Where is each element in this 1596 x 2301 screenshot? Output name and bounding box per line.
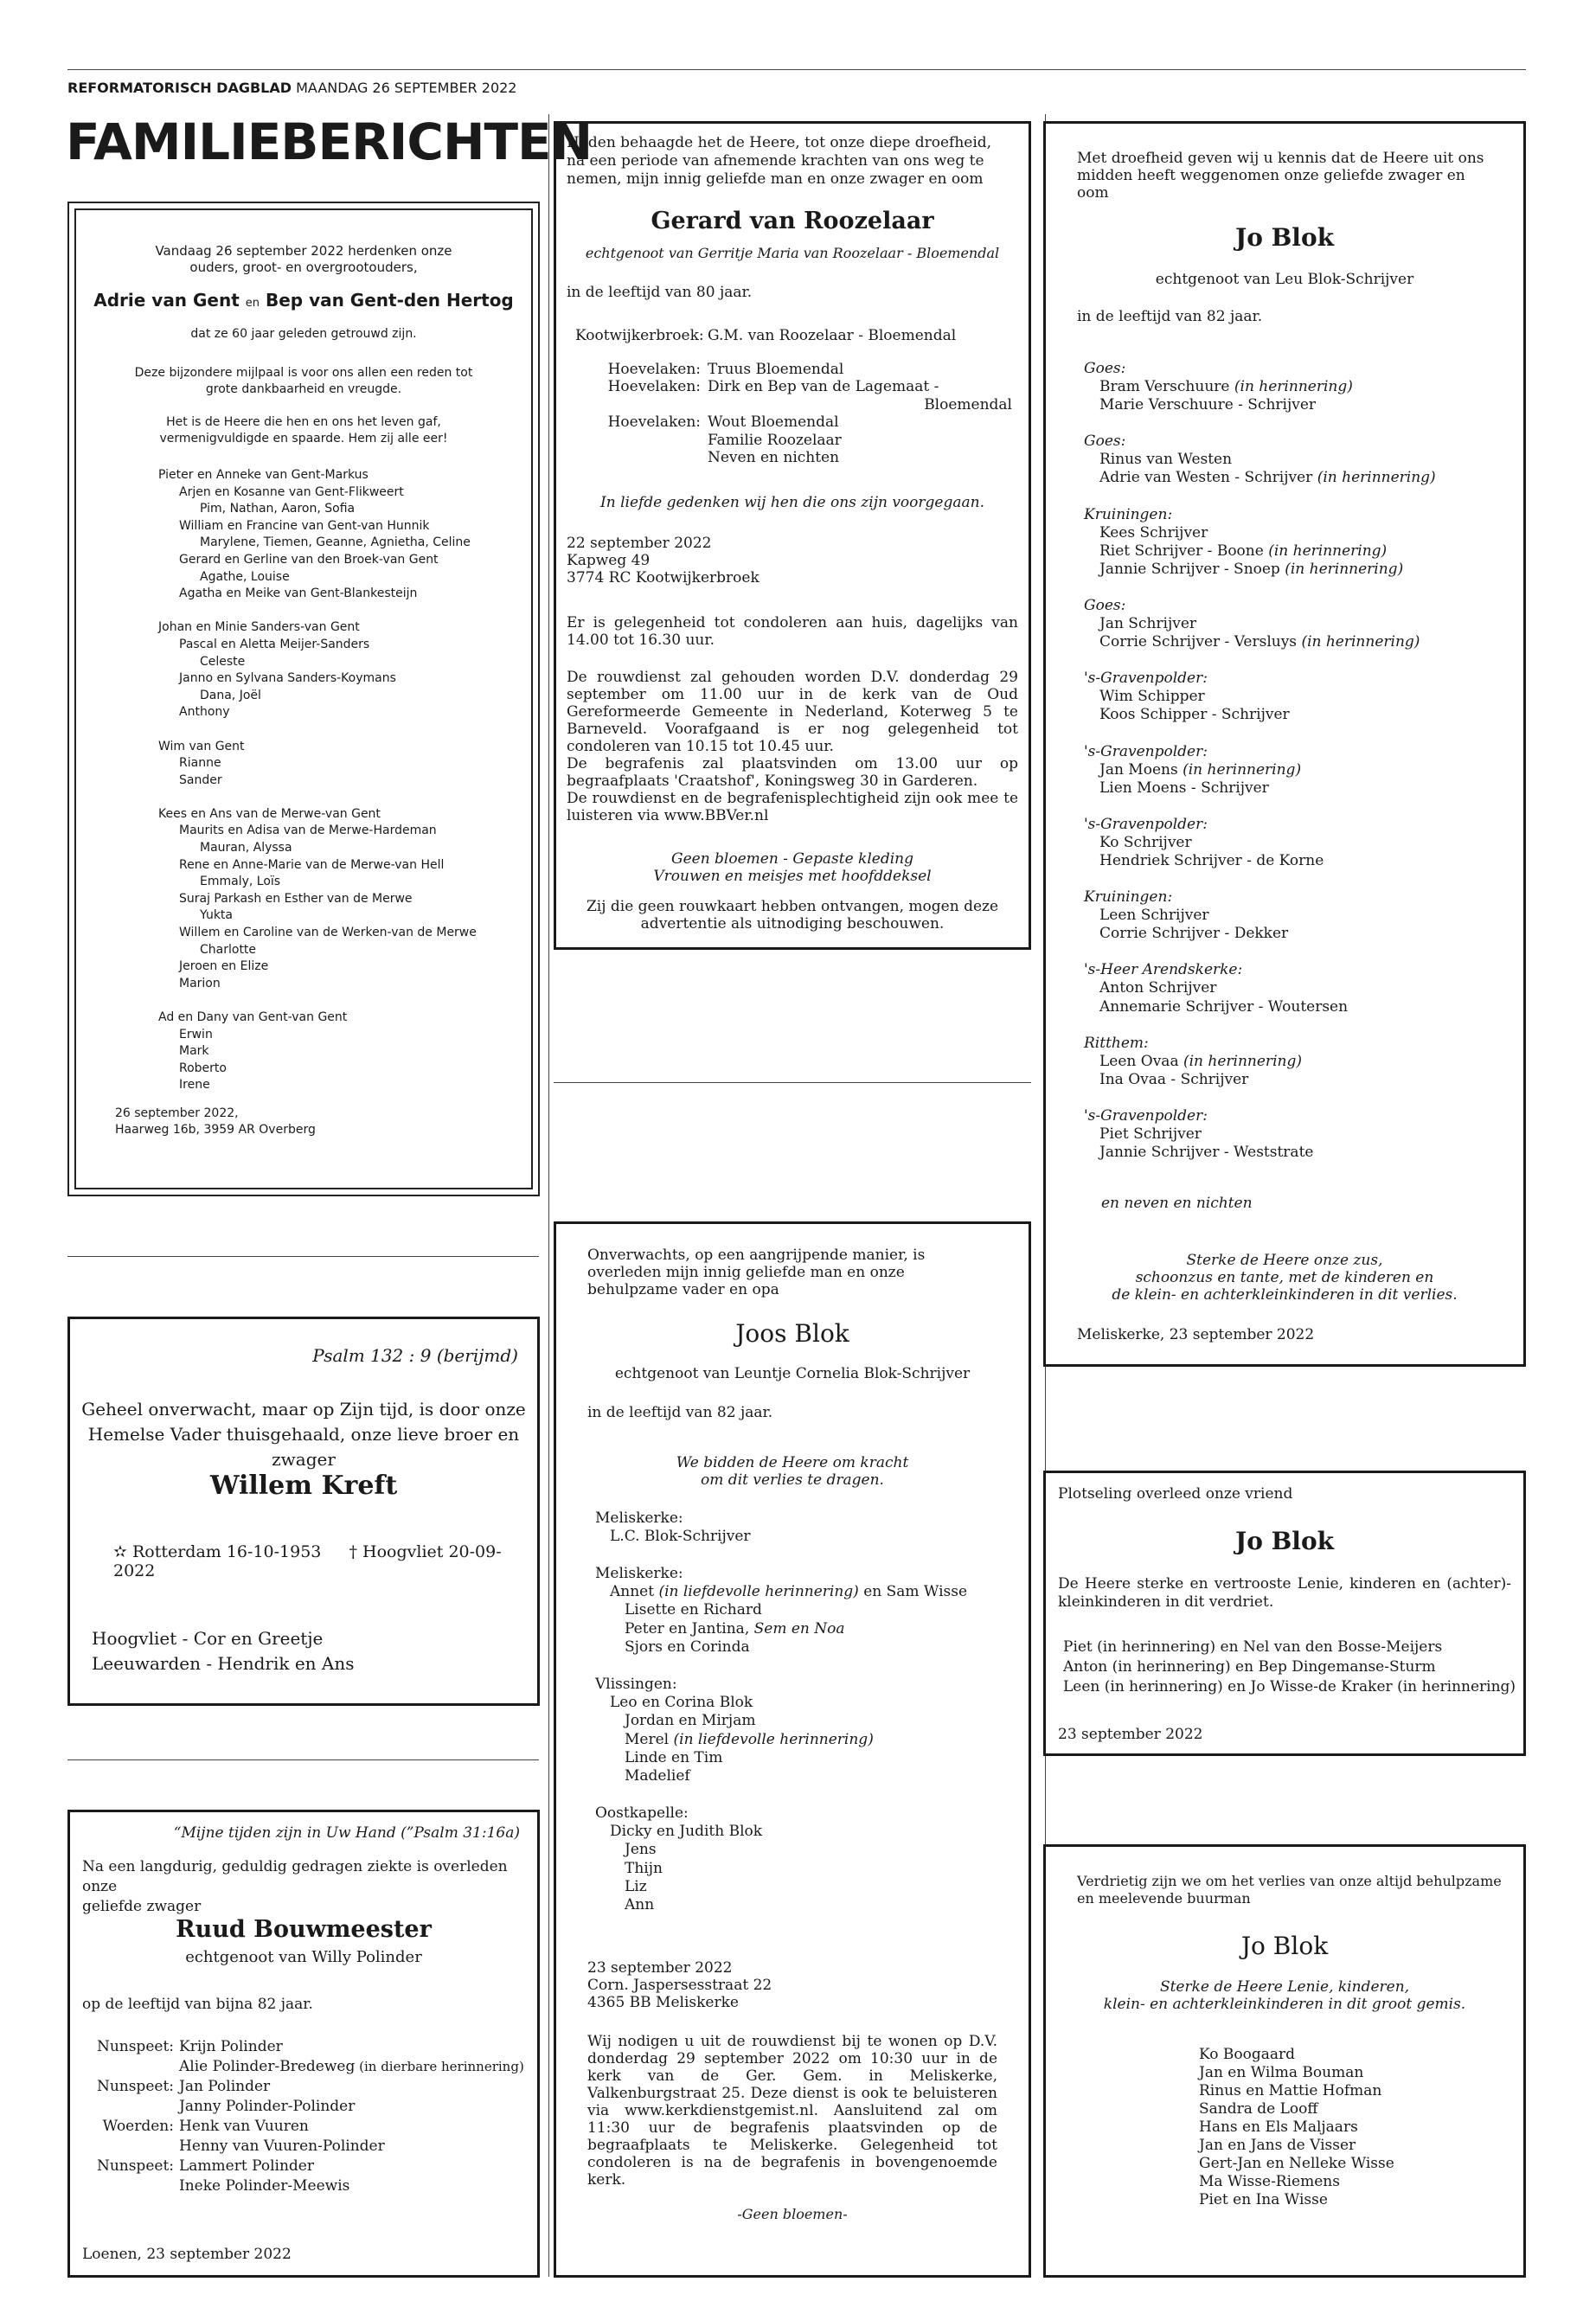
family-line <box>595 1583 967 1601</box>
family-name: Adrie van Westen - Schrijver <box>1099 469 1317 487</box>
neighbour-name: Rinus en Mattie Hofman <box>1199 2082 1382 2099</box>
family-name: Krijn Polinder <box>179 2038 283 2055</box>
family-line: Mauran, Alyssa <box>200 841 292 856</box>
family-name: Meliskerke: <box>595 1564 683 1582</box>
family-line <box>595 1731 967 1749</box>
family-row <box>575 396 1012 414</box>
family-name: Jan Moens <box>1099 760 1183 779</box>
family-list <box>575 327 1012 467</box>
family-place: Hoevelaken: <box>607 360 701 378</box>
family-line <box>1084 378 1436 396</box>
obituary-jo-blok-neighbours: Verdrietig zijn we om het verlies van onze altijd behulpzame en meelevende buurman Jo Blok Sterke de Heere Lenie, kinderen, klein- en achterkleinkinderen in dit groot gemis. Ko Boogaard Jan en Wilma Bouman Rinus en Mattie Hofman Sandra de Looff Hans en Els Maljaars Jan en Jans de Visser Gert-Jan en Nelleke Wisse Ma Wisse-Riemens Piet en Ina Wisse <box>1043 1844 1526 2278</box>
family-name: Dicky en Judith Blok <box>610 1823 763 1841</box>
family-line <box>595 1547 967 1565</box>
family-name: Leo en Corina Blok <box>610 1693 753 1711</box>
masthead <box>67 80 516 96</box>
flowers-note: -Geen bloemen- <box>737 2206 848 2222</box>
family-line <box>1084 524 1436 542</box>
footer-date: Meliskerke, 23 september 2022 <box>1077 1326 1315 1343</box>
age-line: in de leeftijd van 80 jaar. <box>567 284 753 301</box>
family-place <box>575 396 708 414</box>
family-name: Jan Polinder <box>179 2078 271 2095</box>
separator <box>554 1082 1031 1083</box>
family-name: Jens <box>625 1841 657 1859</box>
family-row <box>575 378 1012 396</box>
signatory: Anton (in herinnering) en Bep Dingemanse-Sturm <box>1063 1658 1436 1676</box>
neighbour-name: Ma Wisse-Riemens <box>1199 2173 1340 2190</box>
intro-text: Met droefheid geven wij u kennis dat de Heere uit ons midden heeft weggenomen onze geliefde zwager en oom <box>1077 150 1484 202</box>
family-line <box>595 1620 967 1638</box>
date: 22 september 2022 <box>567 535 712 552</box>
family-line <box>1084 779 1436 798</box>
family-row <box>575 432 1012 450</box>
family-place: Nunspeet: <box>96 2078 174 2095</box>
family-place: 's-Heer Arendskerke: <box>1084 961 1243 979</box>
quote: “Mijne tijden zijn in Uw Hand (”Psalm 31:16a) <box>173 1824 520 1842</box>
family-row <box>87 2097 524 2117</box>
family-row <box>87 2137 524 2157</box>
family-name: Jannie Schrijver - Snoep <box>1099 560 1285 578</box>
family-line <box>595 1896 967 1914</box>
family-line <box>1084 925 1436 943</box>
family-line <box>1084 979 1436 997</box>
family-place: Goes: <box>1084 596 1126 614</box>
address-line: 4365 BB Meliskerke <box>587 1994 739 2011</box>
family-group <box>1084 670 1436 724</box>
family-children: Sem en Noa <box>753 1619 845 1638</box>
spouse-line: echtgenoot van Leuntje Cornelia Blok-Schrijver <box>614 1365 971 1382</box>
family-line: Willem en Caroline van de Werken-van de Merwe <box>179 926 477 940</box>
family-line <box>1084 542 1436 561</box>
family-place: Kruiningen: <box>1084 505 1173 523</box>
listen-text: De rouwdienst en de begrafenisplechtigheid zijn ook mee te luisteren via www.BBVer.nl <box>567 790 1018 824</box>
family-line: Yukta <box>200 908 233 923</box>
family-name: Lammert Polinder <box>179 2157 314 2175</box>
family-name <box>595 1657 599 1674</box>
family-place: 's-Gravenpolder: <box>1084 815 1208 833</box>
family-line <box>595 1860 967 1878</box>
family-name: Marie Verschuure - Schrijver <box>1099 396 1317 414</box>
family-row <box>87 2037 524 2057</box>
family-group <box>1084 961 1436 1016</box>
family-place: Hoevelaken: <box>607 413 701 431</box>
family-name: Bram Verschuure <box>1099 378 1234 396</box>
family-name: Annet <box>610 1583 659 1601</box>
family-line: William en Francine van Gent-van Hunnik <box>179 518 430 533</box>
family-name: Peter en Jantina, <box>625 1619 754 1638</box>
family-line: Marylene, Tiemen, Geanne, Agnietha, Celine <box>200 535 471 550</box>
married-line: dat ze 60 jaar geleden getrouwd zijn. <box>190 327 417 341</box>
obituary-jo-blok-family: Met droefheid geven wij u kennis dat de Heere uit ons midden heeft weggenomen onze geliefde zwager en oom Jo Blok echtgenoot van Leu Blok-Schrijver in de leeftijd van 82 jaar. Goes: Bram Verschuure (in herinnering) Marie Verschuure - Schrijver Goes: Rinus van Westen Adrie van Westen - Schrijver (in herinnering) Kruiningen: Kees Schrijver Riet Schrijver - Boone (in herinnering) Jannie Schrijver - Snoep (in herinnering) Goes: Jan Schrijver Corrie Schrijver - Versluys (in herinnering) 's-Gravenpolder: Wim Schipper Koos Schipper - Schrijver 's-Gravenpolder: Jan Moens (in herinnering) Lien Moens - Schrijver 's-Gravenpolder: Ko Schrijver Hendriek Schrijver - de Korne Kruiningen: Leen Schrijver Corrie Schrijver - Dekker 's-Heer Arendskerke: Anton Schrijver Annemarie Schrijver - Woutersen Ritthem: Leen Ovaa (in herinnering) Ina Ovaa - Schrijver 's-Gravenpolder: Piet Schrijver Jannie Schrijver - Weststrate en neven en nichten Sterke de Heere onze zus, schoonzus en tante, met de kinderen en de klein- en achterkleinkinderen in dit verlies. Meliskerke, 23 september 2022 <box>1043 121 1526 1367</box>
family-line: Irene <box>179 1078 210 1093</box>
neighbour-name: Hans en Els Maljaars <box>1199 2118 1358 2136</box>
nephews-line: en neven en nichten <box>1101 1195 1253 1212</box>
neighbour-name: Ko Boogaard <box>1199 2046 1296 2063</box>
family-row <box>575 327 1012 345</box>
remembrance-line: In liefde gedenken wij hen die ons zijn voorgegaan. <box>600 494 984 511</box>
deceased-name: Jo Blok <box>1234 1527 1335 1555</box>
separator <box>67 1759 539 1760</box>
neighbour-name: Sandra de Looff <box>1199 2100 1318 2118</box>
family-line <box>158 992 477 1009</box>
family-name: Alie Polinder-Bredeweg <box>179 2058 356 2075</box>
family-name: Dirk en Bep van de Lagemaat - <box>708 378 939 395</box>
family-place: Woerden: <box>102 2118 174 2135</box>
family-place: Goes: <box>1084 433 1126 451</box>
family-place <box>87 2176 179 2196</box>
address-line: Corn. Jaspersesstraat 22 <box>587 1977 772 1994</box>
obituary-roozelaar: Heden behaagde het de Heere, tot onze diepe droefheid, na een periode van afnemende krachten van ons weg te nemen, mijn innig geliefde man en onze zwager en oom Gerard van Roozelaar echtgenoot van Gerritje Maria van Roozelaar - Bloemendal in de leeftijd van 80 jaar. Kootwijkerbroek: G.M. van Roozelaar - Bloemendal Hoevelaken: Truus Bloemendal Hoevelaken: Dirk en Bep van de Lagemaat - Bloemendal Hoevelaken: Wout Bloemendal Familie Roozelaar Neven en nichten In liefde gedenken wij hen die ons zijn voorgegaan. 22 september 2022 Kapweg 49 3774 RC Kootwijkerbroek Er is gelegenheid tot condoleren aan huis, dagelijks van 14.00 tot 16.30 uur. De rouwdienst zal gehouden worden D.V. donderdag 29 september om 11.00 uur in de kerk van de Oud Gereformeerde Gemeente in Nederland, Koterweg 5 te Barneveld. Voorafgaand is er nog gelegenheid tot condoleren van 10.15 tot 10.45 uur. De begrafenis zal plaatsvinden om 13.00 uur op begraafplaats 'Craatshof', Koningsweg 30 in Garderen. De rouwdienst en de begrafenisplechtigheid zijn ook mee te luisteren via www.BBVer.nl Geen bloemen - Gepaste kleding Vrouwen en meisjes met hoofddeksel Zij die geen rouwkaart hebben ontvangen, mogen deze advertentie als uitnodiging beschouwen. <box>554 121 1031 950</box>
family-line: Johan en Minie Sanders-van Gent <box>158 620 360 635</box>
family-list <box>1084 360 1436 1180</box>
family-name: Annemarie Schrijver - Woutersen <box>1099 997 1349 1016</box>
family-group <box>1084 1107 1436 1162</box>
family-place: Kootwijkerbroek: <box>575 327 704 344</box>
family-name: Riet Schrijver - Boone <box>1099 542 1269 560</box>
family-line <box>595 1823 967 1841</box>
family-note: (in herinnering) <box>1183 1052 1302 1070</box>
separator <box>67 1256 539 1257</box>
spouse-line: echtgenoot van Leu Blok-Schrijver <box>1155 271 1414 288</box>
family-note: (in herinnering) <box>1285 560 1404 578</box>
family-note: (in liefdevolle herinnering) <box>673 1730 874 1748</box>
family-name: Ann <box>625 1896 655 1914</box>
date: 23 september 2022 <box>1058 1726 1203 1743</box>
family-place <box>87 2057 179 2077</box>
family-line <box>595 1676 967 1694</box>
family-name: Neven en nichten <box>708 449 840 466</box>
spouse-line: echtgenoot van Willy Polinder <box>185 1948 422 1966</box>
family-row <box>87 2077 524 2097</box>
family-line <box>595 1565 967 1583</box>
family-line: Janno en Sylvana Sanders-Koymans <box>179 671 396 686</box>
family-name: Piet Schrijver <box>1099 1125 1202 1143</box>
family-name: Familie Roozelaar <box>708 431 842 449</box>
deceased-name: Jo Blok <box>1234 223 1335 252</box>
anniversary-ad: Vandaag 26 september 2022 herdenken onze ouders, groot- en overgrootouders, Adrie van Gent en Bep van Gent-den Hertog dat ze 60 jaar geleden getrouwd zijn. Deze bijzondere mijlpaal is voor ons allen een reden tot grote dankbaarheid en vreugde. Het is de Heere die hen en ons het leven gaf, vermenigvuldigde en spaarde. Hem zij alle eer! Pieter en Anneke van Gent-Markus Arjen en Kosanne van Gent-Flikweert Pim, Nathan, Aaron, Sofia William en Francine van Gent-van Hunnik Marylene, Tiemen, Geanne, Agnietha, Celine Gerard en Gerline van den Broek-van Gent Agathe, Louise Agatha en Meike van Gent-Blankesteijn Johan en Minie Sanders-van Gent Pascal en Aletta Meijer-Sanders Celeste Janno en Sylvana Sanders-Koymans Dana, Joël Anthony Wim van Gent Rianne Sander Kees en Ans van de Merwe-van Gent Maurits en Adisa van de Merwe-Hardeman Mauran, Alyssa Rene en Anne-Marie van de Merwe-van Hell Emmaly, Loïs Suraj Parkash en Esther van de Merwe Yukta Willem en Caroline van de Werken-van de Merwe Charlotte Jeroen en Elize Marion Ad en Dany van Gent-van Gent Erwin Mark Roberto Irene 26 september 2022, Haarweg 16b, 3959 AR Overberg <box>67 202 540 1196</box>
family-line: Rene en Anne-Marie van de Merwe-van Hell <box>179 857 445 872</box>
publication-name: REFORMATORISCH DAGBLAD <box>67 80 292 96</box>
family-name: en Sam Wisse <box>858 1583 968 1601</box>
family-place: 's-Gravenpolder: <box>1084 742 1208 760</box>
family-row <box>87 2157 524 2176</box>
family-place <box>575 449 708 467</box>
family-line <box>158 603 477 620</box>
family-place: Nunspeet: <box>96 2038 174 2055</box>
family-line: Sander <box>179 772 222 787</box>
family-name: Jan Schrijver <box>1099 615 1197 633</box>
family-name: Linde en Tim <box>625 1748 723 1766</box>
family-line <box>1084 1053 1436 1071</box>
family-name: Sjors en Corinda <box>625 1638 750 1657</box>
family-line <box>595 1694 967 1712</box>
family-place: Goes: <box>1084 360 1126 377</box>
address-line: Kapweg 49 <box>567 552 651 569</box>
family-note: (in herinnering) <box>1234 378 1353 396</box>
family-row <box>575 449 1012 467</box>
family-place: 's-Gravenpolder: <box>1084 670 1208 688</box>
family-name: Corrie Schrijver - Versluys <box>1099 633 1302 651</box>
family-list <box>87 2037 524 2196</box>
spouse-line: echtgenoot van Gerritje Maria van Roozelaar - Bloemendal <box>585 245 1000 261</box>
family-line <box>595 1841 967 1859</box>
family-name: Wout Bloemendal <box>708 413 839 431</box>
family-group <box>1084 1035 1436 1089</box>
family-name <box>595 1547 599 1564</box>
family-name: Jordan en Mirjam <box>625 1712 756 1730</box>
intro-text: Onverwachts, op een aangrijpende manier, is overleden mijn innig geliefde man en onze behulpzame vader en opa <box>587 1247 926 1298</box>
publication-date: MAANDAG 26 SEPTEMBER 2022 <box>296 80 517 96</box>
deceased-name: Ruud Bouwmeester <box>176 1916 432 1943</box>
family-line <box>1084 834 1436 852</box>
family-name: Ineke Polinder-Meewis <box>179 2177 350 2195</box>
family-name: Madelief <box>625 1767 690 1785</box>
family-name <box>595 1785 599 1803</box>
family-line: Pim, Nathan, Aaron, Sofia <box>200 502 356 516</box>
family-place: 's-Gravenpolder: <box>1084 1106 1208 1125</box>
family-line: Marion <box>179 976 221 990</box>
family-name: Truus Bloemendal <box>708 360 844 378</box>
family-group <box>1084 816 1436 870</box>
psalm-reference: Psalm 132 : 9 (berijmd) <box>312 1345 518 1366</box>
family-group <box>1084 888 1436 943</box>
family-line: Emmaly, Loïs <box>200 875 281 889</box>
family-note: (in liefdevolle herinnering) <box>658 1583 859 1601</box>
family-line <box>1084 998 1436 1016</box>
family-line: Arjen en Kosanne van Gent-Flikweert <box>179 484 404 499</box>
footer-date: 26 september 2022, <box>115 1106 239 1120</box>
family-line <box>1084 633 1436 651</box>
family-line <box>595 1878 967 1896</box>
family-line <box>1084 1071 1436 1089</box>
family-line: Dana, Joël <box>200 688 261 702</box>
family-name: Bloemendal <box>924 395 1012 413</box>
family-line: Agatha en Meike van Gent-Blankesteijn <box>179 586 418 601</box>
family-line: Jeroen en Elize <box>179 959 269 974</box>
date: 23 september 2022 <box>587 1959 733 1977</box>
family-line <box>1084 561 1436 579</box>
condolence-text: Er is gelegenheid tot condoleren aan huis, dagelijks van 14.00 tot 16.30 uur. <box>567 614 1018 649</box>
family-name: Janny Polinder-Polinder <box>179 2098 356 2115</box>
family-name: Ina Ovaa - Schrijver <box>1099 1070 1249 1088</box>
family-line: Agathe, Louise <box>200 569 290 584</box>
obituary-jo-blok-friends <box>1043 1471 1526 1756</box>
family-line: Gerard en Gerline van den Broek-van Gent <box>179 552 439 567</box>
family-line <box>158 789 477 806</box>
neighbour-name: Jan en Wilma Bouman <box>1199 2064 1364 2081</box>
deceased-name: Gerard van Roozelaar <box>651 208 934 234</box>
family-line <box>595 1601 967 1619</box>
family-line: Maurits en Adisa van de Merwe-Hardeman <box>179 824 437 838</box>
family-name: Rinus van Westen <box>1099 451 1233 469</box>
family-place: Kruiningen: <box>1084 888 1173 907</box>
family-line: Pieter en Anneke van Gent-Markus <box>158 468 369 482</box>
family-name: Thijn <box>625 1859 663 1877</box>
family-line <box>595 1785 967 1804</box>
header-rule <box>67 69 1526 70</box>
birth-info: ✫ Rotterdam 16-10-1953 <box>113 1542 322 1561</box>
family-line: Roberto <box>179 1061 227 1075</box>
family-line: Celeste <box>200 654 246 669</box>
obituary-joos-blok: Onverwachts, op een aangrijpende manier, is overleden mijn innig geliefde man en onze behulpzame vader en opa Joos Blok echtgenoot van Leuntje Cornelia Blok-Schrijver in de leeftijd van 82 jaar. We bidden de Heere om kracht om dit verlies te dragen. Meliskerke: L.C. Blok-Schrijver Meliskerke: Annet (in liefdevolle herinnering) en Sam Wisse Lisette en Richard Peter en Jantina, Sem en Noa Sjors en Corinda Vlissingen: Leo en Corina Blok Jordan en Mirjam Merel (in liefdevolle herinnering) Linde en Tim Madelief Oostkapelle: Dicky en Judith Blok Jens Thijn Liz Ann 23 september 2022 Corn. Jaspersesstraat 22 4365 BB Meliskerke Wij nodigen u uit de rouwdienst bij te wonen op D.V. donderdag 29 september 2022 om 10:30 uur in de kerk van de Ger. Gem. in Meliskerke, Valkenburgstraat 25. Deze dienst is ook te beluisteren via www.kerkdienstgemist.nl. Aansluitend zal om 11:30 uur de begrafenis plaatsvinden op de begraafplaats te Meliskerke. Gelegenheid tot condoleren is na de begrafenis in bovengenoemde kerk. -Geen bloemen- <box>554 1221 1031 2278</box>
footer-address: Haarweg 16b, 3959 AR Overberg <box>115 1123 316 1137</box>
family-line: Ad en Dany van Gent-van Gent <box>158 1010 348 1024</box>
family-name: Henny van Vuuren-Polinder <box>179 2138 385 2155</box>
family-name: Wim Schipper <box>1099 688 1205 706</box>
family-group <box>1084 597 1436 651</box>
family-note: (in herinnering) <box>1183 760 1302 779</box>
family-line: Suraj Parkash en Esther van de Merwe <box>179 891 413 906</box>
family-line: Rianne <box>179 756 221 771</box>
family-line <box>595 1749 967 1767</box>
family-line <box>595 1804 967 1823</box>
family-line <box>1084 852 1436 870</box>
family-place: Nunspeet: <box>96 2157 174 2175</box>
neighbour-name: Jan en Jans de Visser <box>1199 2137 1356 2154</box>
family-line <box>1084 469 1436 487</box>
family-line <box>158 721 477 739</box>
deceased-name: Jo Blok <box>1240 1932 1329 1960</box>
column-divider <box>548 114 549 2277</box>
family-line <box>1084 688 1436 706</box>
family-place <box>87 2097 179 2117</box>
section-title: FAMILIEBERICHTEN <box>66 112 593 171</box>
family-name: Merel <box>625 1730 674 1748</box>
family-line: Wim van Gent <box>158 739 245 753</box>
family-name: Hendriek Schrijver - de Korne <box>1099 851 1324 869</box>
burial-text: De begrafenis zal plaatsvinden om 13.00 uur op begraafplaats 'Craatshof', Koningsweg 30 in Garderen. <box>567 755 1018 790</box>
family-line <box>1084 1125 1436 1144</box>
age-line: op de leeftijd van bijna 82 jaar. <box>82 1996 313 2013</box>
family-line: Anthony <box>179 705 230 720</box>
service-text: Wij nodigen u uit de rouwdienst bij te wonen op D.V. donderdag 29 september 2022 om 10:30 uur in de kerk van de Ger. Gem. in Meliskerke, Valkenburgstraat 25. Deze dienst is ook te beluisteren via www.kerkdienstgemist.nl. Aansluitend zal om 11:30 uur de begrafenis plaatsvinden op de begraafplaats te Meliskerke. Gelegenheid tot condoleren is na de begrafenis in bovengenoemde kerk. <box>587 2033 997 2189</box>
family-note: (in herinnering) <box>1268 542 1388 560</box>
family-line <box>1084 615 1436 633</box>
obituary-bouwmeester: “Mijne tijden zijn in Uw Hand (”Psalm 31:16a) Na een langdurig, geduldig gedragen ziekte is overleden onze geliefde zwager Ruud Bouwmeester echtgenoot van Willy Polinder op de leeftijd van bijna 82 jaar. Nunspeet: Krijn Polinder Alie Polinder-Bredeweg (in dierbare herinnering) Nunspeet: Jan Polinder Janny Polinder-Polinder Woerden: Henk van Vuuren Henny van Vuuren-Polinder Nunspeet: Lammert Polinder Ineke Polinder-Meewis Loenen, 23 september 2022 <box>67 1810 540 2278</box>
family-place: Hoevelaken: <box>607 378 701 395</box>
family-note: (in herinnering) <box>1317 469 1436 487</box>
family-name: G.M. van Roozelaar - Bloemendal <box>708 327 957 344</box>
family-name: Jannie Schrijver - Weststrate <box>1099 1144 1314 1162</box>
neighbour-name: Piet en Ina Wisse <box>1199 2191 1328 2208</box>
age-line: in de leeftijd van 82 jaar. <box>1077 308 1263 325</box>
family-line <box>1084 1144 1436 1162</box>
family-line <box>595 1509 967 1528</box>
intro-line: ouders, groot- en overgrootouders, <box>189 260 418 275</box>
family-line <box>1084 396 1436 414</box>
family-group <box>1084 743 1436 798</box>
family-line <box>595 1767 967 1785</box>
signatory: Leen (in herinnering) en Jo Wisse-de Kraker (in herinnering) <box>1063 1678 1516 1695</box>
family-name: Leen Ovaa <box>1099 1052 1183 1070</box>
family-place <box>575 432 708 450</box>
condolence-text: De Heere sterke en vertrooste Lenie, kinderen en (achter)-kleinkinderen in dit verdriet. <box>1058 1575 1511 1611</box>
footer-date: Loenen, 23 september 2022 <box>82 2246 292 2263</box>
family-note: (in dierbare herinnering) <box>355 2059 524 2074</box>
family-row <box>87 2117 524 2137</box>
couple-names: Adrie van Gent en Bep van Gent-den Hertog <box>93 290 514 311</box>
family-line <box>1084 907 1436 925</box>
neighbour-name: Gert-Jan en Nelleke Wisse <box>1199 2155 1394 2172</box>
family-line <box>1084 451 1436 469</box>
family-line <box>595 1657 967 1675</box>
family-name: Oostkapelle: <box>595 1804 689 1822</box>
obituary-kreft: Psalm 132 : 9 (berijmd) Geheel onverwacht, maar op Zijn tijd, is door onze Hemelse Vader thuisgehaald, onze lieve broer en zwager Willem Kreft ✫ Rotterdam 16-10-1953 † Hoogvliet 20-09-2022 Hoogvliet - Cor en Greetje Leeuwarden - Hendrik en Ans <box>67 1317 540 1706</box>
family-row <box>87 2057 524 2077</box>
service-text: De rouwdienst zal gehouden worden D.V. donderdag 29 september om 11.00 uur in de kerk van de Oud Gereformeerde Gemeente in Nederland, Koterweg 5 te Barneveld. Voorafgaand is er nog gelegenheid tot condoleren van 10.15 tot 10.45 uur. <box>567 669 1018 755</box>
address-line: 3774 RC Kootwijkerbroek <box>567 569 760 586</box>
family-group <box>1084 360 1436 414</box>
family-name: Lien Moens - Schrijver <box>1099 779 1269 797</box>
family-name: Lisette en Richard <box>625 1601 762 1619</box>
family-name: Liz <box>625 1877 647 1895</box>
family-note: (in herinnering) <box>1301 633 1420 651</box>
family-line: Erwin <box>179 1027 213 1042</box>
family-name: Ko Schrijver <box>1099 833 1192 851</box>
deceased-name: Willem Kreft <box>209 1471 398 1501</box>
family-name: Leen Schrijver <box>1099 907 1209 925</box>
family-place <box>87 2137 179 2157</box>
family-line: Kees en Ans van de Merwe-van Gent <box>158 806 381 821</box>
family-name: Henk van Vuuren <box>179 2118 309 2135</box>
family-list <box>595 1509 967 1915</box>
family-name: Corrie Schrijver - Dekker <box>1099 925 1289 943</box>
family-place: Ritthem: <box>1084 1034 1149 1052</box>
family-name: Vlissingen: <box>595 1675 677 1693</box>
family-name: Koos Schipper - Schrijver <box>1099 706 1290 724</box>
deceased-name: Joos Blok <box>735 1319 849 1348</box>
family-line <box>1084 706 1436 724</box>
death-info: † Hoogvliet 20-09-2022 <box>113 1542 502 1580</box>
family-line: Pascal en Aletta Meijer-Sanders <box>179 637 370 651</box>
family-group <box>1084 506 1436 579</box>
family-row <box>87 2176 524 2196</box>
family-row <box>575 413 1012 432</box>
family-line <box>595 1638 967 1657</box>
intro-line: Vandaag 26 september 2022 herdenken onze <box>155 243 452 259</box>
family-line: Mark <box>179 1044 209 1059</box>
family-name: Meliskerke: <box>595 1509 683 1527</box>
family-row <box>575 361 1012 379</box>
family-line <box>1084 761 1436 779</box>
family-name: Kees Schrijver <box>1099 523 1208 542</box>
neighbour-list <box>1199 2046 1394 2209</box>
signatory: Piet (in herinnering) en Nel van den Bosse-Meijers <box>1063 1638 1443 1656</box>
family-name: Anton Schrijver <box>1099 979 1217 997</box>
family-line <box>595 1712 967 1730</box>
family-line <box>595 1528 967 1546</box>
family-name: L.C. Blok-Schrijver <box>610 1528 751 1546</box>
intro-text: Plotseling overleed onze vriend <box>1058 1485 1293 1503</box>
family-line: Charlotte <box>200 942 257 957</box>
family-group <box>1084 433 1436 487</box>
family-list <box>158 467 477 1094</box>
age-line: in de leeftijd van 82 jaar. <box>587 1404 773 1421</box>
